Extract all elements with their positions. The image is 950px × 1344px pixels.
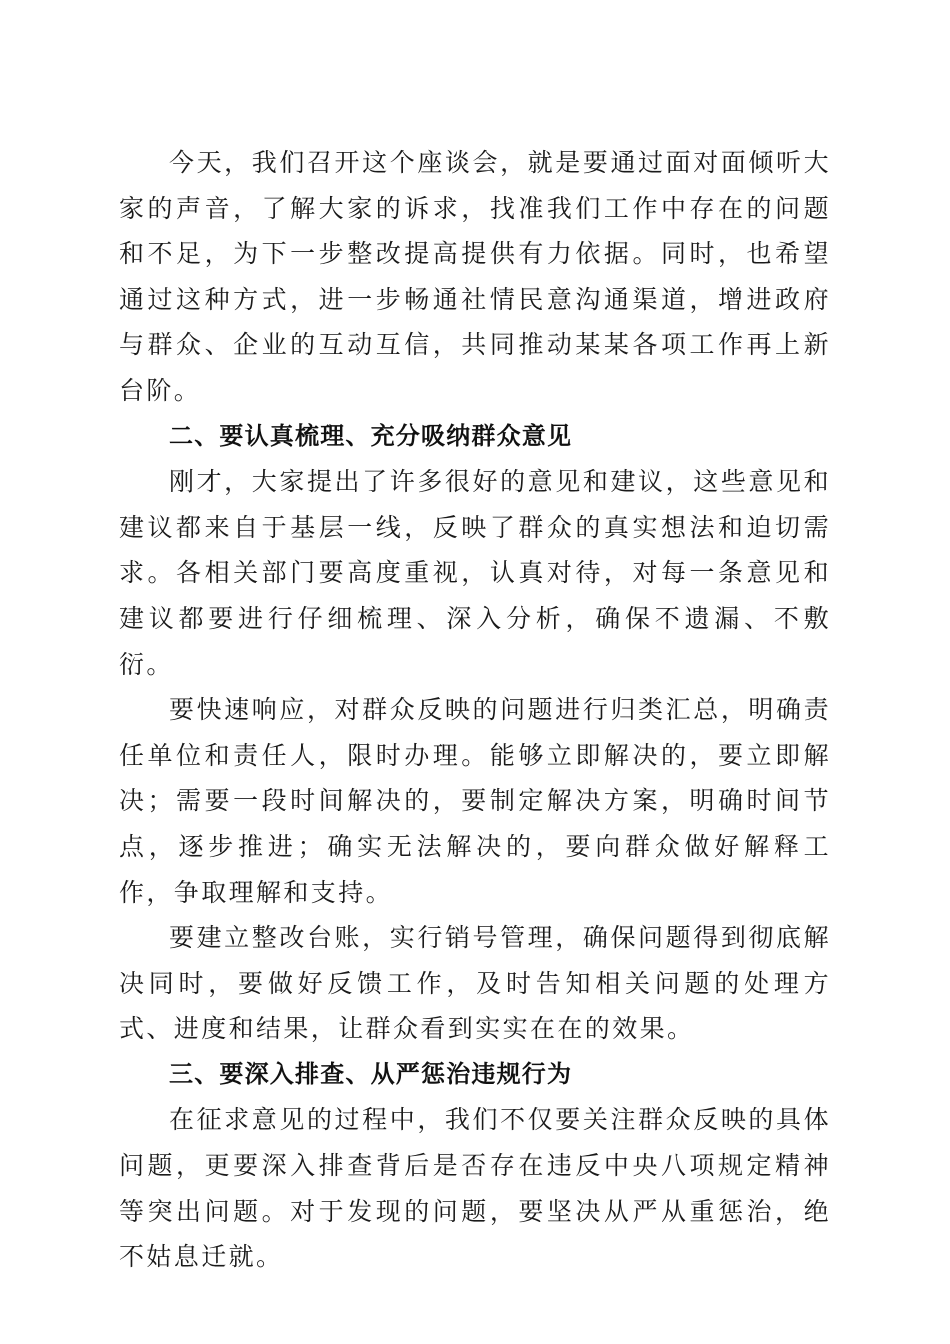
document-body	[119, 140, 831, 1280]
paragraph-investigation: 在征求意见的过程中，我们不仅要关注群众反映的具体问题，更要深入排查背后是否存在违反中央八项规定精神等突出问题。对于发现的问题，要坚决从严从重惩治，绝不姑息迁就。	[119, 1105, 831, 1272]
paragraph-response: 要快速响应，对群众反映的问题进行归类汇总，明确责任单位和责任人，限时办理。能够立即解决的，要立即解决；需要一段时间解决的，要制定解决方案，明确时间节点，逐步推进；确实无法解决的，要向群众做好解释工作，争取理解和支持。	[119, 695, 831, 907]
paragraph-opinions: 刚才，大家提出了许多很好的意见和建议，这些意见和建议都来自于基层一线，反映了群众的真实想法和迫切需求。各相关部门要高度重视，认真对待，对每一条意见和建议都要进行仔细梳理、深入分析，确保不遗漏、不敷衍。	[119, 467, 831, 679]
section-heading-2: 二、要认真梳理、充分吸纳群众意见	[169, 421, 573, 450]
paragraph-opening: 今天，我们召开这个座谈会，就是要通过面对面倾听大家的声音，了解大家的诉求，找准我们工作中存在的问题和不足，为下一步整改提高提供有力依据。同时，也希望通过这种方式，进一步畅通社情民意沟通渠道，增进政府与群众、企业的互动互信，共同推动某某各项工作再上新台阶。	[119, 148, 831, 405]
paragraph-ledger: 要建立整改台账，实行销号管理，确保问题得到彻底解决同时，要做好反馈工作，及时告知相关问题的处理方式、进度和结果，让群众看到实实在在的效果。	[119, 923, 831, 1044]
section-heading-3: 三、要深入排查、从严惩治违规行为	[169, 1059, 573, 1088]
